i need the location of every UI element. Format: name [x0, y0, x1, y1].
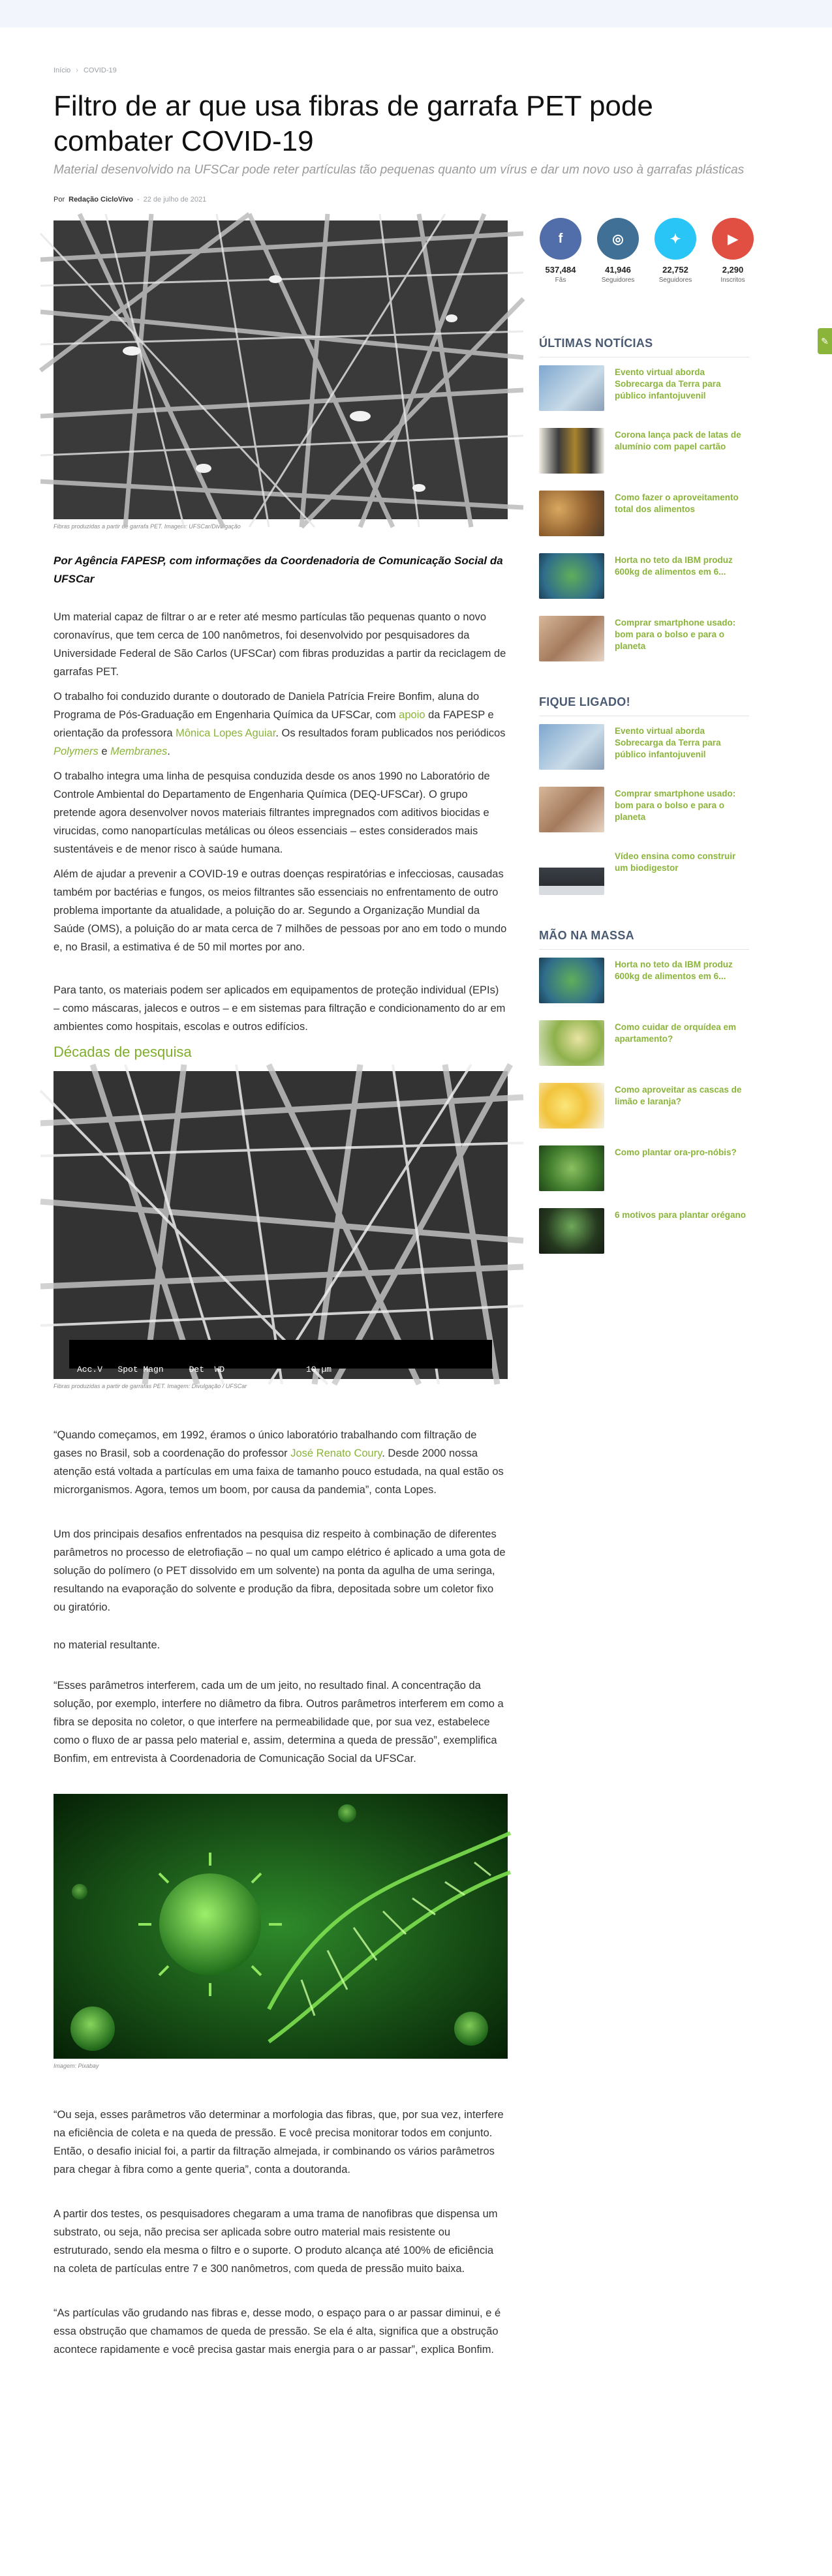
link-membranes[interactable]: Membranes — [110, 746, 168, 757]
news-item[interactable] — [539, 553, 749, 599]
news-item[interactable] — [539, 958, 749, 1003]
news-item[interactable] — [539, 365, 749, 411]
paragraph: Além de ajudar a prevenir a COVID-19 e outras doenças respiratórias e infecciosas, causadas também por bactérias e fungos, os meios filtrantes são essenciais no enfrentamento de outro problema importante da atualidade, a poluição do ar. Segundo a Organização Mundial da Saúde (OMS), a poluição do ar mata cerca de 7 milhões de pessoas por ano em todo o mundo e, no Brasil, a estimativa é de 50 mil mortes por ano. — [54, 868, 507, 953]
facebook-icon[interactable]: f — [540, 218, 581, 260]
news-thumbnail[interactable] — [539, 616, 604, 661]
news-title[interactable]: Como cuidar de orquídea em apartamento? — [615, 1022, 737, 1044]
article-header — [54, 64, 771, 204]
paragraph: “Quando começamos, em 1992, éramos o único laboratório trabalhando com filtração de gases no Brasil, sob a coordenação do professor José Renato Coury. Desde 2000 nossa atenção está voltada a partículas em uma faixa de tamanho pouco estudada, na qual estão os microrganismos. Agora, temos um boom, por causa da pandemia”, conta Lopes. — [54, 1429, 504, 1496]
paragraph: “Ou seja, esses parâmetros vão determinar a morfologia das fibras, que, por sua vez, interfere na eficiência de coleta e na queda de pressão. E você precisa monitorar todos em conjunto. Então, o desafio inicial foi, a partir da filtração almejada, ir combinando os vários parâmetros para chegar à fibra como a gente queria”, conta a doutoranda. — [54, 2109, 504, 2175]
news-title[interactable]: Comprar smartphone usado: bom para o bolso e para o planeta — [615, 789, 736, 822]
news-title[interactable]: 6 motivos para plantar orégano — [615, 1210, 747, 1220]
news-thumbnail[interactable] — [539, 553, 604, 599]
news-thumbnail[interactable] — [539, 1020, 604, 1066]
image-caption: Imagem: Pixabay — [54, 2063, 99, 2069]
paragraph: Um material capaz de filtrar o ar e reter até mesmo partículas tão pequenas quanto o novo coronavírus, que tem cerca de 100 nanômetros, foi desenvolvido por pesquisadores da Universidade Federal de São Carlos (UFSCar) com fibras produzidas a partir da reciclagem de garrafas PET. — [54, 611, 506, 678]
social-count: 41,946 — [605, 265, 631, 275]
news-item[interactable] — [539, 428, 749, 474]
news-thumbnail[interactable] — [539, 491, 604, 536]
news-title[interactable]: Como aproveitar as cascas de limão e laranja? — [615, 1085, 742, 1106]
news-item[interactable] — [539, 849, 749, 895]
twitter-icon[interactable]: ✦ — [655, 218, 696, 260]
news-thumbnail[interactable] — [539, 365, 604, 411]
paragraph: “Esses parâmetros interferem, cada um de um jeito, no resultado final. A concentração da solução, por exemplo, interfere no diâmetro da fibra. Outros parâmetros interferem em como a fibra se deposita no coletor, o que interfere na permeabilidade que, por sua vez, estabelece como o fluxo de ar passa pelo material e, assim, determina a queda de pressão”, exemplifica Bonfim, em entrevista à Coordenadoria de Comunicação Social da UFSCar. — [54, 1680, 504, 1765]
social-counters — [539, 218, 754, 284]
stay-tuned-title: FIQUE LIGADO! — [539, 695, 749, 716]
link-monica-lopes-aguiar[interactable]: Mônica Lopes Aguiar — [176, 727, 276, 739]
paragraph: O trabalho foi conduzido durante o doutorado de Daniela Patrícia Freire Bonfim, aluna do Programa de Pós-Graduação em Engenharia Química da UFSCar, com apoio da FAPESP e orientação da professora Mônica Lopes Aguiar. Os resultados foram publicados nos periódicos Polymers e Membranes. — [54, 691, 506, 757]
figure-1 — [54, 220, 508, 532]
news-title[interactable]: Horta no teto da IBM produz 600kg de alimentos em 6... — [615, 960, 733, 981]
article-lead: Por Agência FAPESP, com informações da Coordenadoria de Comunicação Social da UFSCar — [54, 554, 503, 585]
fiber-texture-1 — [54, 220, 508, 519]
sem-info-line-1: Acc.V Spot Magn Det WD 10 µm — [77, 1365, 332, 1374]
paragraph: Um dos principais desafios enfrentados na pesquisa diz respeito à combinação de diferentes parâmetros no processo de eletrofiação – no qual um campo elétrico é aplicado a uma gota de solução do polímero (o PET dissolvido em um solvente) na ponta da agulha de uma seringa, resultando na evaporação do solvente e produção da fibra, depositada sobre um coletor fixo ou giratório. — [54, 1528, 506, 1613]
hands-on-title: MÃO NA MASSA — [539, 929, 749, 950]
news-title[interactable]: Como fazer o aproveitamento total dos alimentos — [615, 492, 739, 514]
paragraph: Para tanto, os materiais podem ser aplicados em equipamentos de proteção individual (EPIs) – como máscaras, jalecos e outros – e em sistemas para filtração e condicionamento do ar em ambientes como hospitais, escolas e outros edifícios. — [54, 984, 506, 1033]
news-title[interactable]: Evento virtual aborda Sobrecarga da Terra para público infantojuvenil — [615, 367, 721, 401]
news-thumbnail[interactable] — [539, 849, 604, 895]
virus-dna-image — [54, 1794, 508, 2059]
social-count: 537,484 — [545, 265, 576, 275]
publish-date: 22 de julho de 2021 — [143, 196, 207, 204]
instagram-icon[interactable]: ◎ — [597, 218, 639, 260]
virus-dna-illustration — [54, 1794, 508, 2059]
social-youtube[interactable] — [711, 218, 754, 284]
section-heading: Décadas de pesquisa — [54, 1044, 192, 1060]
social-instagram[interactable] — [596, 218, 639, 284]
article-meta — [54, 196, 206, 204]
page-subtitle: Material desenvolvido na UFSCar pode reter partículas tão pequenas quanto um vírus e dar um novo uso à garrafas plásticas — [54, 163, 745, 177]
top-navigation-bar — [0, 0, 832, 27]
paragraph: no material resultante. — [54, 1639, 161, 1651]
news-item[interactable] — [539, 1208, 749, 1254]
link-jose-renato-coury[interactable]: José Renato Coury — [290, 1447, 382, 1459]
news-thumbnail[interactable] — [539, 1145, 604, 1191]
author-link[interactable]: Redação CicloVivo — [69, 196, 133, 204]
breadcrumb — [54, 64, 771, 77]
paragraph: O trabalho integra uma linha de pesquisa conduzida desde os anos 1990 no Laboratório de Controle Ambiental do Departamento de Engenharia Química (DEQ-UFSCar). O grupo pretende agora desenvolver novos materiais filtrantes impregnados com aditivos biocidas e virucidas, como nanopartículas metálicas ou óleos essenciais – estes considerados mais sustentáveis e de menor risco à saúde humana. — [54, 770, 490, 855]
social-label: Inscritos — [720, 277, 745, 284]
news-item[interactable] — [539, 491, 749, 536]
fiber-texture-2 — [54, 1071, 508, 1379]
image-caption: Fibras produzidas a partir de garrafas PET. Imagem: Divulgação / UFSCar — [54, 1383, 247, 1389]
paragraph: “As partículas vão grudando nas fibras e, desse modo, o espaço para o ar passar diminui, e é essa obstrução que chamamos de queda de pressão. Se ela é alta, significa que a obstrução acontece rapidamente e você precisa gastar mais energia para o ar passar”, explica Bonfim. — [54, 2307, 501, 2356]
news-item[interactable] — [539, 787, 749, 832]
side-share-tab[interactable] — [818, 328, 832, 354]
news-item[interactable] — [539, 1083, 749, 1129]
share-icon: ✎ — [821, 335, 829, 346]
news-thumbnail[interactable] — [539, 1083, 604, 1129]
link-apoio[interactable]: apoio — [399, 709, 425, 721]
figure-2 — [54, 1071, 508, 1406]
news-title[interactable]: Horta no teto da IBM produz 600kg de alimentos em 6... — [615, 555, 733, 577]
author-prefix: Por — [54, 196, 65, 204]
youtube-icon[interactable]: ▶ — [712, 218, 754, 260]
social-count: 2,290 — [722, 265, 744, 275]
meta-separator: - — [136, 196, 140, 204]
social-label: Fãs — [555, 277, 566, 284]
social-label: Seguidores — [601, 277, 635, 284]
news-item[interactable] — [539, 1020, 749, 1066]
news-item[interactable] — [539, 724, 749, 770]
news-item[interactable] — [539, 616, 749, 661]
breadcrumb-home[interactable]: Início — [54, 67, 71, 74]
social-label: Seguidores — [658, 277, 692, 284]
news-thumbnail[interactable] — [539, 428, 604, 474]
news-title[interactable]: Corona lança pack de latas de alumínio com papel cartão — [615, 430, 741, 451]
page-title: Filtro de ar que usa fibras de garrafa PET pode combater COVID-19 — [54, 90, 653, 157]
news-title[interactable]: Como plantar ora-pro-nóbis? — [615, 1147, 737, 1157]
news-thumbnail[interactable] — [539, 958, 604, 1003]
figure-3 — [54, 1794, 508, 2072]
news-thumbnail[interactable] — [539, 724, 604, 770]
news-item[interactable] — [539, 1145, 749, 1191]
image-caption: Fibras produzidas a partir de garrafa PET. Imagem: UFSCar/Divulgação — [54, 523, 241, 530]
breadcrumb-category[interactable]: COVID-19 — [83, 67, 117, 74]
social-twitter[interactable] — [654, 218, 697, 284]
news-thumbnail[interactable] — [539, 787, 604, 832]
paragraph: A partir dos testes, os pesquisadores chegaram a uma trama de nanofibras que dispensa um substrato, ou seja, não precisa ser aplicada sobre outro material mais resistente ou estruturado, sendo ela mesma o filtro e o suporte. O produto alcança até 100% de eficiência na coleta de partículas entre 7 e 300 nanômetros, com queda de pressão muito baixa. — [54, 2208, 498, 2275]
link-polymers[interactable]: Polymers — [54, 746, 99, 757]
sem-info-line-2: 25.0 kV 4.0 2000x BSE 9.1 UFSCar - DEMa - LCE - FEG — [77, 1396, 393, 1406]
latest-news-title: ÚLTIMAS NOTÍCIAS — [539, 337, 749, 357]
news-title[interactable]: Vídeo ensina como construir um biodigestor — [615, 851, 736, 873]
news-title[interactable]: Evento virtual aborda Sobrecarga da Terra para público infantojuvenil — [615, 726, 721, 759]
sem-info-bar — [77, 1344, 393, 1427]
social-facebook[interactable] — [539, 218, 582, 284]
news-title[interactable]: Comprar smartphone usado: bom para o bolso e para o planeta — [615, 618, 736, 651]
social-count: 22,752 — [662, 265, 688, 275]
breadcrumb-separator: › — [76, 67, 78, 74]
news-thumbnail[interactable] — [539, 1208, 604, 1254]
fiber-micrograph-image-1 — [54, 220, 508, 519]
